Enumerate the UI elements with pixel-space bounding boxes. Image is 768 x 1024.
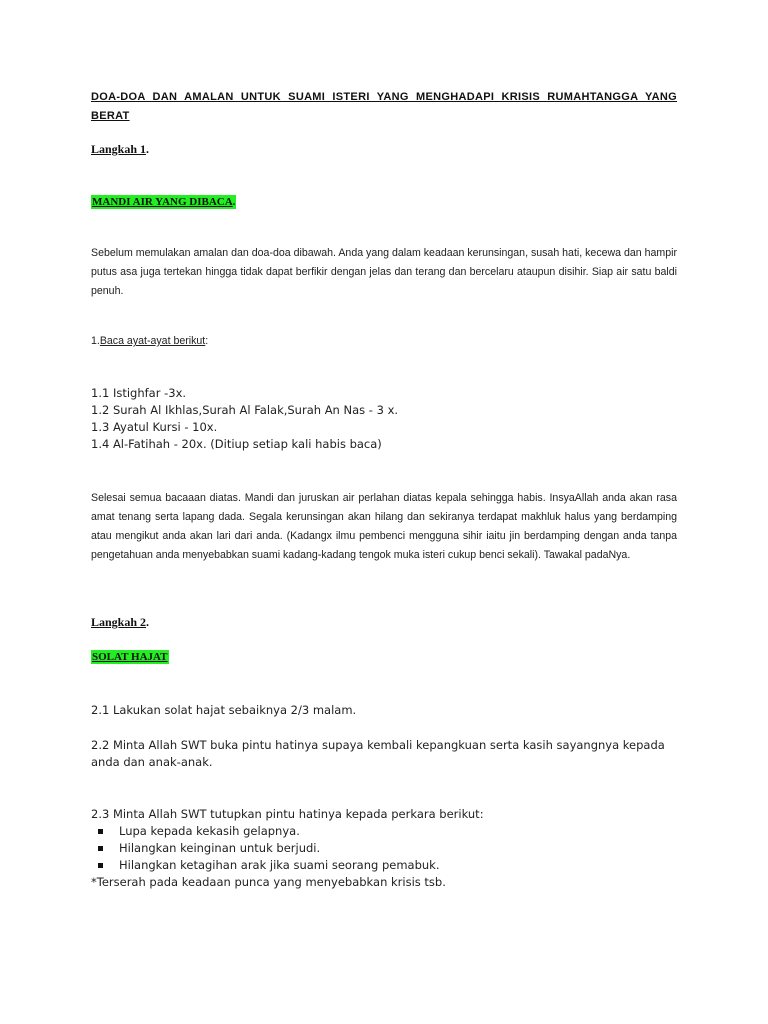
step-1-label: Langkah 1	[91, 142, 147, 156]
step-1-list	[91, 385, 398, 453]
step-2-bullet-list	[91, 823, 691, 874]
step-2-block-3	[91, 806, 691, 891]
bullet-square-icon	[98, 863, 103, 868]
step-1-item: 1.2 Surah Al Ikhlas,Surah Al Falak,Surah An Nas - 3 x.	[91, 403, 399, 417]
step-1-sub-prefix: 1.	[91, 335, 100, 347]
step-2-item-2: 2.2 Minta Allah SWT buka pintu hatinya supaya kembali kepangkuan serta kasih sayangnya kepada anda dan anak-anak.	[91, 738, 665, 769]
bullet-square-icon	[98, 829, 103, 834]
list-item	[91, 857, 691, 874]
step-1-subheading: 1.Baca ayat-ayat berikut:	[91, 335, 209, 347]
bullet-square-icon	[98, 846, 103, 851]
list-item	[91, 840, 691, 857]
bullet-text: Hilangkan keinginan untuk berjudi.	[119, 841, 321, 855]
bullet-text: Hilangkan ketagihan arak jika suami seorang pemabuk.	[119, 858, 440, 872]
step-1-closing: Selesai semua bacaaan diatas. Mandi dan juruskan air perlahan diatas kepala sehingga habis. InsyaAllah anda akan rasa amat tenang serta lapang dada. Segala kerunsingan akan hilang dan sekiranya terdapat makhluk halus yang berdamping atau mengikut anda akan lari dari anda. (Kadangx ilmu pembenci mengguna sihir iaitu jin berdamping dengan anda tanpa pengetahuan anda menyebabkan suami kadang-kadang tengok muka isteri cukup benci sekali). Tawakal padaNya.	[91, 492, 677, 561]
step-1-highlight-label: MANDI AIR YANG DIBACA	[92, 196, 233, 208]
list-item	[91, 823, 691, 840]
document-title: DOA-DOA DAN AMALAN UNTUK SUAMI ISTERI YANG MENGHADAPI KRISIS RUMAHTANGGA YANG BERAT	[91, 91, 677, 122]
step-1-intro: Sebelum memulakan amalan dan doa-doa dibawah. Anda yang dalam keadaan kerunsingan, susah hati, kecewa dan hampir putus asa juga tertekan hingga tidak dapat berfikir dengan jelas dan terang dan bercelaru ataupun disihir. Siap air satu baldi penuh.	[91, 247, 677, 297]
step-1-highlight: MANDI AIR YANG DIBACA.	[92, 196, 236, 208]
step-2-note: *Terserah pada keadaan punca yang menyebabkan krisis tsb.	[91, 875, 446, 889]
step-1-item: 1.1 Istighfar -3x.	[91, 386, 187, 400]
bullet-text: Lupa kepada kekasih gelapnya.	[119, 824, 300, 838]
step-2-item-1: 2.1 Lakukan solat hajat sebaiknya 2/3 malam.	[91, 703, 357, 717]
step-2-highlight	[91, 650, 169, 664]
step-2-highlight-label: SOLAT HAJAT	[92, 651, 168, 663]
step-1-heading: Langkah 1.	[91, 142, 150, 156]
step-2-heading: Langkah 2.	[91, 615, 150, 629]
step-2-label: Langkah 2	[91, 615, 147, 629]
step-1-item: 1.4 Al-Fatihah - 20x. (Ditiup setiap kali habis baca)	[91, 437, 382, 451]
step-2-item-3: 2.3 Minta Allah SWT tutupkan pintu hatinya kepada perkara berikut:	[91, 807, 484, 821]
step-1-item: 1.3 Ayatul Kursi - 10x.	[91, 420, 218, 434]
step-1-sub-label: Baca ayat-ayat berikut	[99, 335, 206, 347]
